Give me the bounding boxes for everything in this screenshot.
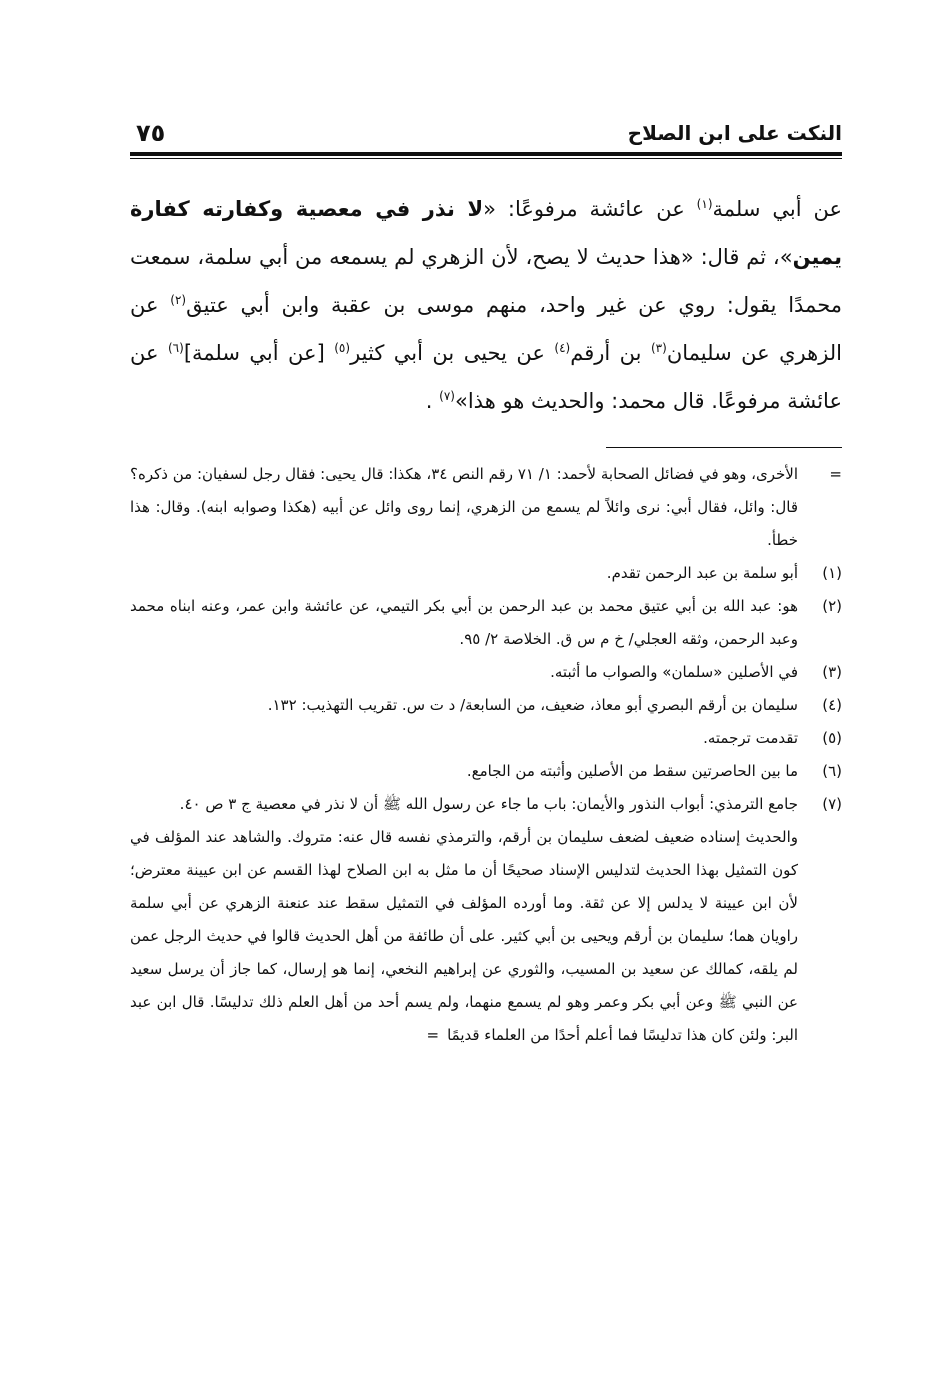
- footnote-2: [130, 590, 842, 656]
- footnote-text: جامع الترمذي: أبواب النذور والأيمان: باب ما جاء عن رسول الله ﷺ أن لا نذر في معصية ج ٣ ص ٤٠.: [179, 795, 798, 813]
- book-page: [130, 112, 842, 1052]
- footnote-ref-4: (٤): [554, 341, 571, 355]
- footnote-text: في الأصلين «سلمان» والصواب ما أثبته.: [550, 663, 798, 681]
- text-segment: [عن أبي سلمة]: [183, 341, 335, 365]
- footnote-text: هو: عبد الله بن أبي عتيق محمد بن عبد الرحمن بن أبي بكر التيمي، عن عائشة وابن عمر، وعنه ابناه محمد وعبد الرحمن، وثقه العجلي/ خ م س ق. الخلاصة ٢/ ٩٥.: [130, 597, 798, 648]
- footnote-7: [130, 788, 842, 821]
- footnote-1: [130, 557, 842, 590]
- footnote-ref-5: (٥): [334, 341, 351, 355]
- footnote-marker: (٢): [822, 597, 842, 615]
- footnote-ref-1: (١): [696, 197, 713, 211]
- footnote-continuation: [130, 458, 842, 557]
- footnote-ref-3: (٣): [650, 341, 667, 355]
- footnote-marker: (١): [822, 564, 842, 582]
- text-segment: »، ثم قال: «هذا حديث لا يصح، لأن الزهري لم يسمعه من أبي سلمة، سمعت محمدًا يقول: روي عن غير واحد، منهم موسى بن عقبة وابن أبي عتيق: [130, 245, 842, 317]
- footnote-text: أبو سلمة بن عبد الرحمن تقدم.: [606, 564, 798, 582]
- book-title: النكت على ابن الصلاح: [627, 121, 842, 145]
- commentary-text: والحديث إسناده ضعيف لضعف سليمان بن أرقم، والترمذي نفسه قال عنه: متروك. والشاهد عند المؤلف في كون التمثيل بهذا الحديث لتدليس الإسناد صحيحًا أن ما مثل به ابن الصلاح لهذا القسم عن ابن عيينة معترض؛ لأن ابن عيينة لا يدلس إلا عن ثقة. وما أورده المؤلف في التمثيل سقط عند عنعنة الزهري عن أبي سلمة راويان هما؛ سليمان بن أرقم ويحيى بن أبي كثير. على أن طائفة من أهل الحديث قالوا في حديث الرجل عمن لم يلقه، كمالك عن سعيد بن المسيب، والثوري عن إبراهيم النخعي، إنما هو إرسال، كما جاز أن يرسل سعيد عن النبي ﷺ وعن أبي بكر وعمر وهو لم يسمع منهما، ولم يسم أحد من أهل العلم ذلك تدليسًا. قال ابن عبد البر: ولئن كان هذا تدليسًا فما أعلم أحدًا من العلماء قديمًا: [130, 828, 798, 1044]
- footnote-text: ما بين الحاصرتين سقط من الأصلين وأثبته من الجامع.: [466, 762, 798, 780]
- footnote-marker: (٣): [822, 663, 842, 681]
- text-segment: عن الزهري عن سليمان: [130, 293, 843, 365]
- footnote-ref-7: (٧): [439, 389, 455, 403]
- footnote-marker: (٦): [822, 762, 842, 780]
- main-text: [130, 185, 842, 425]
- hadith-text: لا نذر في معصية وكفارته كفارة يمين: [130, 197, 842, 269]
- footnote-3: [130, 656, 842, 689]
- footnote-6: [130, 755, 842, 788]
- main-paragraph: [130, 185, 842, 425]
- continuation-marker: =: [829, 465, 842, 483]
- footnote-ref-2: (٢): [170, 293, 187, 307]
- continuation-text: الأخرى، وهو في فضائل الصحابة لأحمد: ١/ ٧١ رقم النص ٣٤، هكذا: قال يحيى: فقال رجل لسفيان: من ذكره؟ قال: وائل، فقال أبي: نرى وائلاً لم يسمع من الزهري، إنما روى وائل عن أبيه (هكذا وصوابه ابنه). وقال: هذا خطأ.: [130, 465, 799, 549]
- text-segment: عن يحيى بن أبي كثير: [350, 341, 555, 365]
- footnote-separator: [606, 447, 842, 448]
- footnotes: [130, 458, 842, 1052]
- text-segment: عن عائشة مرفوعًا. قال محمد: والحديث هو هذا»: [130, 341, 842, 413]
- footnote-4: [130, 689, 842, 722]
- footnote-marker: (٤): [822, 696, 842, 714]
- text-segment: .: [425, 389, 440, 413]
- footnote-5: [130, 722, 842, 755]
- footnote-7-commentary: [130, 821, 842, 1052]
- header-rule: [130, 152, 842, 159]
- text-segment: بن أرقم: [570, 341, 651, 365]
- footnote-text: سليمان بن أرقم البصري أبو معاذ، ضعيف، من السابعة/ د ت س. تقريب التهذيب: ١٣٢.: [267, 696, 798, 714]
- text-segment: عن أبي سلمة: [712, 197, 843, 221]
- footnote-marker: (٥): [822, 729, 842, 747]
- footnote-text: تقدمت ترجمته.: [703, 729, 798, 747]
- text-segment: عن عائشة مرفوعًا: «: [483, 197, 697, 221]
- page-number: ٧٥: [136, 119, 166, 147]
- footnote-marker: (٧): [822, 795, 842, 813]
- running-header: [130, 112, 842, 148]
- footnote-ref-6: (٦): [167, 341, 184, 355]
- continues-next-page-marker: =: [426, 1026, 440, 1044]
